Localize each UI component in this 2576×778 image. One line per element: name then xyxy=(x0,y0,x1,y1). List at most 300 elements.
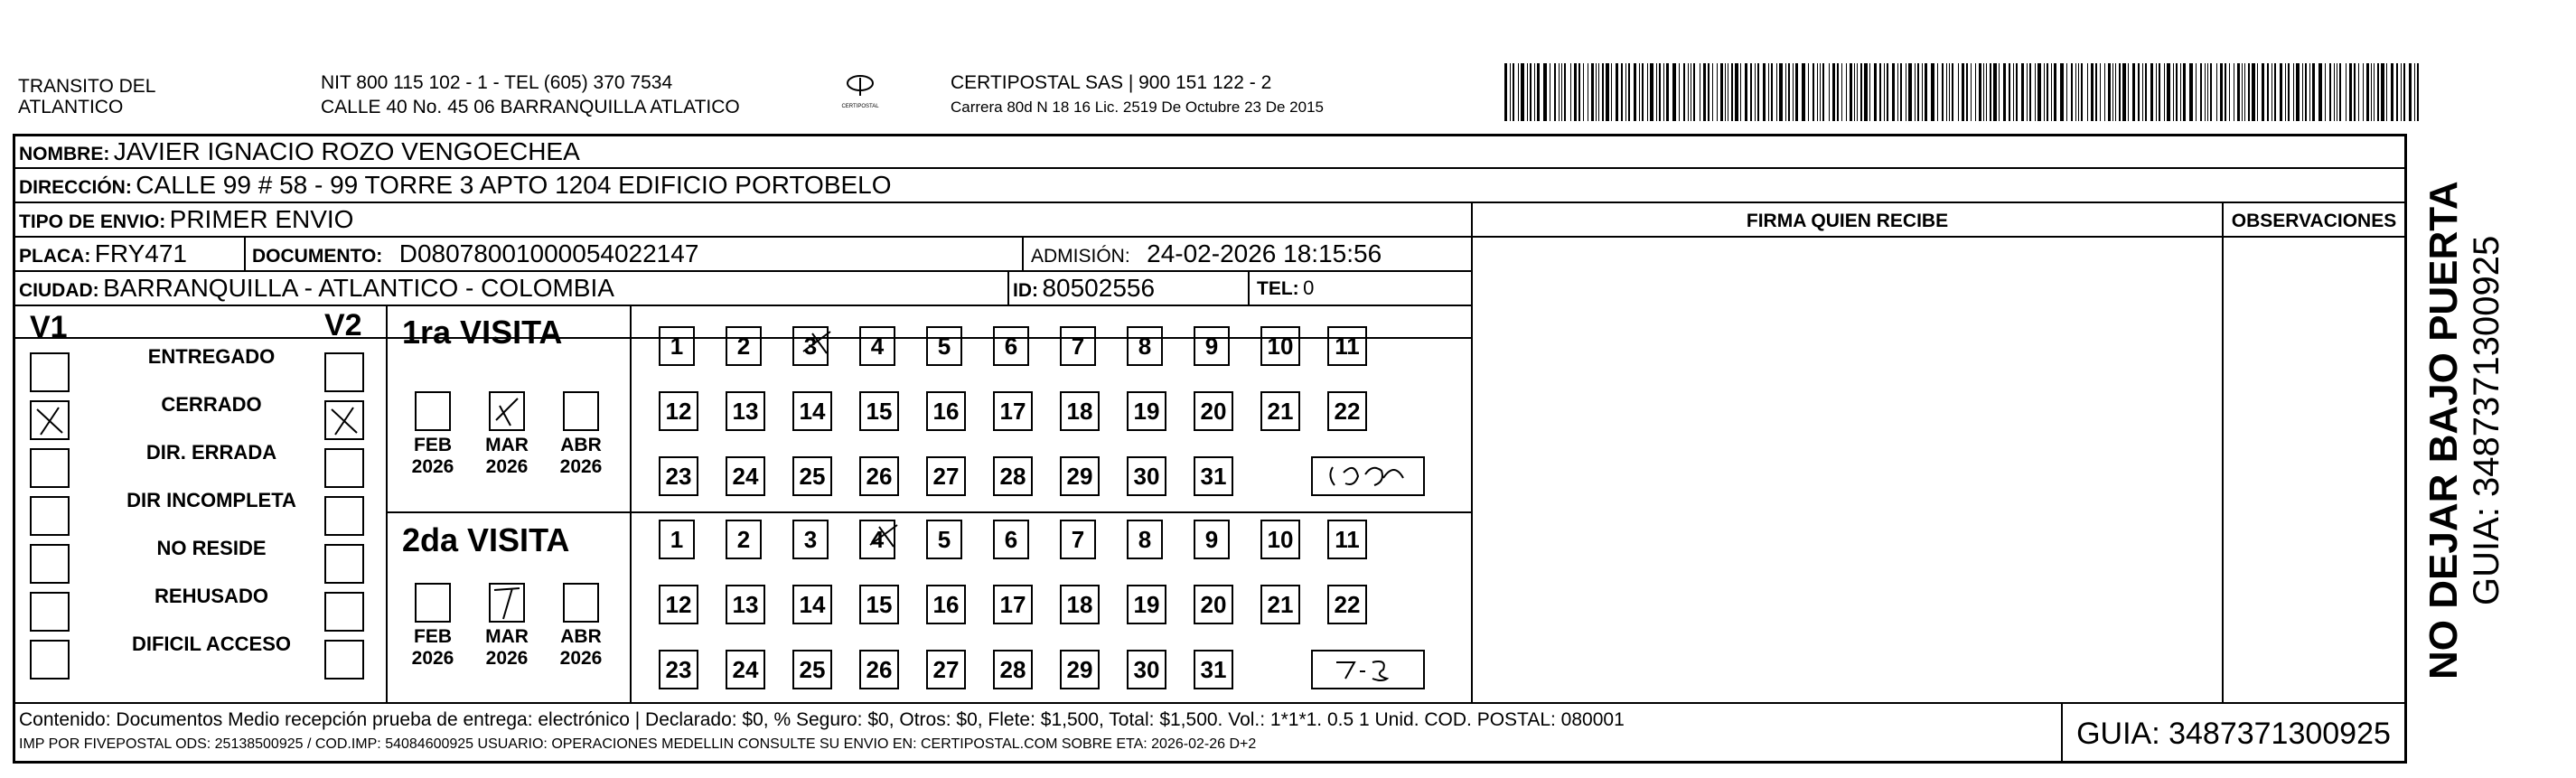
barcode-bar xyxy=(1937,63,1938,121)
day-box[interactable]: 22 xyxy=(1327,391,1367,431)
barcode-bar xyxy=(2159,63,2160,121)
barcode-bar xyxy=(2371,63,2372,121)
barcode-bar xyxy=(2349,63,2352,121)
barcode-bar xyxy=(2366,63,2369,121)
barcode-bar xyxy=(2145,63,2147,121)
barcode-bar xyxy=(2381,63,2384,121)
barcode-bar xyxy=(1857,63,1858,121)
month-year-label xyxy=(401,435,464,478)
barcode-bar xyxy=(2237,63,2240,121)
footer-print-line: IMP POR FIVEPOSTAL ODS: 25138500925 / COD.IMP: 54084600925 USUARIO: OPERACIONES MEDELLIN CONSULTE SU ENVIO EN: CERTIPOSTAL.COM SOBRE ETA: 2026-02-26 D+2 xyxy=(19,736,1257,752)
barcode-bar xyxy=(2302,63,2303,121)
day-box[interactable]: 1 xyxy=(659,326,695,366)
barcode-bar xyxy=(1735,63,1738,121)
barcode-bar xyxy=(1628,63,1630,121)
barcode-bar xyxy=(1656,63,1657,121)
first-visit-title: 1ra VISITA xyxy=(402,314,563,351)
month-label: MAR xyxy=(485,626,529,647)
ciudad-row xyxy=(19,273,614,308)
barcode-bar xyxy=(2417,63,2419,121)
barcode-bar xyxy=(1892,63,1895,121)
footer-guia: GUIA: 3487371300925 xyxy=(2076,717,2391,751)
barcode-bar xyxy=(2044,63,2045,121)
day-box[interactable]: 17 xyxy=(993,585,1033,624)
tel-value: 0 xyxy=(1303,277,1315,299)
day-box[interactable]: 24 xyxy=(726,650,765,689)
barcode-bar xyxy=(2257,63,2258,121)
barcode-bar xyxy=(1642,63,1644,121)
barcode-bar xyxy=(2078,63,2079,121)
month-checkbox-abr[interactable] xyxy=(563,583,599,623)
barcode-bar xyxy=(1999,63,2000,121)
day-box[interactable]: 19 xyxy=(1127,585,1166,624)
barcode-bar xyxy=(1703,63,1706,121)
nombre-value: JAVIER IGNACIO ROZO VENGOECHEA xyxy=(113,137,580,165)
barcode-bar xyxy=(1650,63,1653,121)
barcode-bar xyxy=(1712,63,1713,121)
day-box[interactable]: 30 xyxy=(1127,650,1166,689)
barcode-bar xyxy=(1975,63,1976,121)
barcode-bar xyxy=(2391,63,2393,121)
handwriting-icon xyxy=(1318,458,1418,494)
day-box[interactable]: 5 xyxy=(926,520,962,559)
barcode-bar xyxy=(2122,63,2126,121)
barcode-bar xyxy=(1513,63,1514,121)
barcode-bar xyxy=(1740,63,1741,121)
day-box[interactable]: 21 xyxy=(1260,585,1300,624)
v1-checkbox[interactable] xyxy=(30,352,70,392)
day-box[interactable]: 9 xyxy=(1194,326,1230,366)
side-guia: GUIA: 3487371300925 xyxy=(2467,235,2506,605)
month-year-label xyxy=(549,626,613,670)
day-box[interactable]: 2 xyxy=(726,326,762,366)
barcode-bar xyxy=(2016,63,2018,121)
ciudad-value: BARRANQUILLA - ATLANTICO - COLOMBIA xyxy=(103,274,614,302)
day-box[interactable]: 4 xyxy=(859,520,895,559)
year-label: 2026 xyxy=(411,648,454,669)
barcode-bar xyxy=(1993,63,1997,121)
barcode-bar xyxy=(1971,63,1972,121)
barcode-bar xyxy=(1817,63,1818,121)
org-line-1: TRANSITO DEL xyxy=(18,76,156,97)
note-box[interactable] xyxy=(1311,456,1425,496)
barcode-bar xyxy=(1820,63,1821,121)
barcode-bar xyxy=(1616,63,1618,121)
check-mark-icon xyxy=(800,324,836,364)
barcode-bar xyxy=(2047,63,2048,121)
side-warning: NO DEJAR BAJO PUERTA xyxy=(2421,181,2466,680)
barcode-bar xyxy=(1663,63,1664,121)
note-box[interactable] xyxy=(1311,650,1425,689)
day-box[interactable]: 30 xyxy=(1127,456,1166,496)
barcode-bar xyxy=(1559,63,1560,121)
day-box[interactable]: 20 xyxy=(1194,391,1233,431)
barcode-bar xyxy=(1725,63,1726,121)
barcode-bar xyxy=(2112,63,2113,121)
barcode-bar xyxy=(1537,63,1540,121)
barcode-bar xyxy=(2252,63,2255,121)
month-checkbox-abr[interactable] xyxy=(563,391,599,431)
day-box[interactable]: 27 xyxy=(926,650,966,689)
barcode-bar xyxy=(1925,63,1927,121)
barcode-bar xyxy=(2021,63,2024,121)
placa-label: PLACA: xyxy=(19,246,91,267)
delivery-form xyxy=(13,134,2407,764)
barcode-bar xyxy=(1602,63,1604,121)
day-box[interactable]: 27 xyxy=(926,456,966,496)
barcode-bar xyxy=(1837,63,1839,121)
month-year-label xyxy=(549,435,613,478)
barcode-bar xyxy=(1672,63,1676,121)
barcode-bar xyxy=(2100,63,2101,121)
barcode-bar xyxy=(1720,63,1723,121)
barcode-bar xyxy=(1822,63,1824,121)
ciudad-label: CIUDAD: xyxy=(19,280,99,301)
logo-icon xyxy=(842,72,878,98)
month-checkbox-feb[interactable] xyxy=(415,583,451,623)
day-box[interactable]: 13 xyxy=(726,585,765,624)
barcode-bar xyxy=(1776,63,1777,121)
id-value: 80502556 xyxy=(1042,274,1156,302)
handwriting-icon xyxy=(1318,651,1418,688)
day-box[interactable]: 9 xyxy=(1194,520,1230,559)
month-label: MAR xyxy=(485,435,529,455)
day-box[interactable]: 22 xyxy=(1327,585,1367,624)
barcode-bar xyxy=(2267,63,2269,121)
barcode-bar xyxy=(1879,63,1881,121)
v2-checkbox[interactable] xyxy=(324,496,364,536)
barcode-bar xyxy=(2216,63,2217,121)
barcode-bar xyxy=(1708,63,1710,121)
barcode-bar xyxy=(1850,63,1852,121)
day-box[interactable]: 17 xyxy=(993,391,1033,431)
barcode-bar xyxy=(2035,63,2036,121)
month-label: FEB xyxy=(414,435,452,455)
barcode-bar xyxy=(1846,63,1847,121)
barcode-bar xyxy=(1793,63,1794,121)
barcode-bar xyxy=(1946,63,1947,121)
day-box[interactable]: 15 xyxy=(859,585,899,624)
barcode-bar xyxy=(2108,63,2111,121)
barcode-bar xyxy=(1647,63,1648,121)
barcode-bar xyxy=(1527,63,1528,121)
admision-label: ADMISIÓN: xyxy=(1031,246,1130,267)
month-year-label xyxy=(475,435,539,478)
day-box[interactable]: 29 xyxy=(1060,456,1100,496)
tel-row xyxy=(1257,273,1314,306)
check-mark-icon xyxy=(866,518,903,558)
barcode-bar xyxy=(1915,63,1916,121)
barcode-bar xyxy=(1887,63,1888,121)
year-label: 2026 xyxy=(485,648,529,669)
barcode-bar xyxy=(1731,63,1733,121)
barcode-bar xyxy=(1802,63,1805,121)
day-box[interactable]: 4 xyxy=(859,326,895,366)
tipo-envio-label: TIPO DE ENVIO: xyxy=(19,211,166,232)
v2-checkbox[interactable] xyxy=(324,352,364,392)
day-box[interactable]: 3 xyxy=(792,520,829,559)
company-info xyxy=(951,72,1324,117)
barcode-bar xyxy=(2401,63,2402,121)
day-box[interactable]: 11 xyxy=(1327,520,1367,559)
day-box[interactable]: 16 xyxy=(926,585,966,624)
barcode-bar xyxy=(2280,63,2282,121)
barcode-bar xyxy=(2244,63,2245,121)
barcode-bar xyxy=(2095,63,2097,121)
check-mark-icon xyxy=(491,393,523,429)
direccion-value: CALLE 99 # 58 - 99 TORRE 3 APTO 1204 EDIFICIO PORTOBELO xyxy=(136,171,892,199)
barcode xyxy=(1504,63,2426,121)
barcode-bar xyxy=(1966,63,1968,121)
month-checkbox-mar[interactable] xyxy=(489,391,525,431)
day-box[interactable]: 18 xyxy=(1060,585,1100,624)
barcode-bar xyxy=(2087,63,2088,121)
barcode-bar xyxy=(1768,63,1769,121)
day-box[interactable]: 2 xyxy=(726,520,762,559)
barcode-bar xyxy=(2229,63,2230,121)
barcode-bar xyxy=(1757,63,1759,121)
barcode-bar xyxy=(2293,63,2294,121)
day-box[interactable]: 13 xyxy=(726,391,765,431)
v1-checkbox[interactable] xyxy=(30,400,70,440)
barcode-bar xyxy=(2225,63,2226,121)
status-label: REHUSADO xyxy=(155,585,268,607)
barcode-bar xyxy=(2354,63,2356,121)
v2-heading: V2 xyxy=(324,308,362,342)
v2-checkbox[interactable] xyxy=(324,592,364,632)
month-label: FEB xyxy=(414,626,452,647)
barcode-bar xyxy=(1962,63,1964,121)
barcode-bar xyxy=(2066,63,2067,121)
day-box[interactable]: 25 xyxy=(792,650,832,689)
barcode-bar xyxy=(2075,63,2076,121)
barcode-bar xyxy=(1779,63,1783,121)
tel-label: TEL: xyxy=(1257,278,1299,299)
barcode-bar xyxy=(2358,63,2359,121)
admision-row xyxy=(1031,239,1382,274)
barcode-bar xyxy=(2138,63,2140,121)
month-label: ABR xyxy=(560,435,602,455)
id-row xyxy=(1013,273,1155,308)
barcode-bar xyxy=(2346,63,2347,121)
day-box[interactable]: 28 xyxy=(993,456,1033,496)
barcode-bar xyxy=(1621,63,1623,121)
barcode-bar xyxy=(1813,63,1814,121)
day-box[interactable]: 21 xyxy=(1260,391,1300,431)
barcode-bar xyxy=(2142,63,2143,121)
day-box[interactable]: 18 xyxy=(1060,391,1100,431)
v2-checkbox[interactable] xyxy=(324,640,364,680)
barcode-bar xyxy=(2029,63,2031,121)
tipo-envio-value: PRIMER ENVIO xyxy=(169,205,354,233)
v1-checkbox[interactable] xyxy=(30,592,70,632)
address-line: CALLE 40 No. 45 06 BARRANQUILLA ATLATICO xyxy=(321,97,740,117)
day-box[interactable]: 29 xyxy=(1060,650,1100,689)
month-checkbox-feb[interactable] xyxy=(415,391,451,431)
barcode-bar xyxy=(1521,63,1524,121)
day-box[interactable]: 7 xyxy=(1060,326,1096,366)
barcode-bar xyxy=(1841,63,1842,121)
barcode-bar xyxy=(2374,63,2375,121)
logo-text: CERTIPOSTAL xyxy=(841,104,879,109)
tipo-envio-row xyxy=(19,204,353,239)
day-box[interactable]: 12 xyxy=(659,391,698,431)
barcode-bar xyxy=(2150,63,2153,121)
barcode-bar xyxy=(1755,63,1756,121)
barcode-bar xyxy=(1983,63,1984,121)
day-box[interactable]: 15 xyxy=(859,391,899,431)
barcode-bar xyxy=(2115,63,2116,121)
day-box[interactable]: 7 xyxy=(1060,520,1096,559)
footer-content-line: Contenido: Documentos Medio recepción prueba de entrega: electrónico | Declarado: $0, % Seguro: $0, Otros: $0, Flete: $1,500, Total: $1,500. Vol.: 1*1*1. 0.5 1 Unid. COD. POSTAL: 080001 xyxy=(19,709,1625,730)
day-box[interactable]: 31 xyxy=(1194,650,1233,689)
barcode-bar xyxy=(2054,63,2056,121)
barcode-bar xyxy=(2274,63,2276,121)
barcode-bar xyxy=(1785,63,1786,121)
barcode-bar xyxy=(1504,63,1507,121)
day-box[interactable]: 14 xyxy=(792,391,832,431)
barcode-bar xyxy=(2386,63,2387,121)
barcode-bar xyxy=(1931,63,1934,121)
day-box[interactable]: 25 xyxy=(792,456,832,496)
v1-checkbox[interactable] xyxy=(30,544,70,584)
month-label: ABR xyxy=(560,626,602,647)
status-label: ENTREGADO xyxy=(147,345,276,368)
second-visit-title: 2da VISITA xyxy=(402,521,570,558)
placa-row xyxy=(19,239,187,274)
barcode-bar xyxy=(1683,63,1685,121)
barcode-bar xyxy=(1679,63,1680,121)
day-box[interactable]: 11 xyxy=(1327,326,1367,366)
barcode-bar xyxy=(1864,63,1868,121)
barcode-bar xyxy=(1578,63,1580,121)
barcode-bar xyxy=(1795,63,1798,121)
barcode-bar xyxy=(1717,63,1718,121)
day-box[interactable]: 26 xyxy=(859,650,899,689)
v2-checkbox[interactable] xyxy=(324,544,364,584)
check-mark-icon xyxy=(491,585,523,621)
barcode-bar xyxy=(2173,63,2174,121)
barcode-bar xyxy=(2180,63,2181,121)
barcode-bar xyxy=(1561,63,1562,121)
barcode-bar xyxy=(1574,63,1577,121)
day-box[interactable]: 6 xyxy=(993,520,1029,559)
barcode-bar xyxy=(2363,63,2364,121)
barcode-bar xyxy=(1693,63,1695,121)
barcode-bar xyxy=(2409,63,2412,121)
barcode-bar xyxy=(1659,63,1661,121)
barcode-bar xyxy=(2009,63,2010,121)
barcode-bar xyxy=(1884,63,1885,121)
barcode-bar xyxy=(1750,63,1752,121)
day-box[interactable]: 19 xyxy=(1127,391,1166,431)
barcode-bar xyxy=(2037,63,2041,121)
day-box[interactable]: 28 xyxy=(993,650,1033,689)
barcode-bar xyxy=(2305,63,2307,121)
day-box[interactable]: 5 xyxy=(926,326,962,366)
day-box[interactable]: 20 xyxy=(1194,585,1233,624)
certipostal-logo xyxy=(824,72,896,123)
barcode-bar xyxy=(2013,63,2014,121)
barcode-bar xyxy=(2104,63,2105,121)
v1-checkbox[interactable] xyxy=(30,640,70,680)
v1-checkbox[interactable] xyxy=(30,496,70,536)
documento-row xyxy=(252,239,698,274)
day-box[interactable]: 23 xyxy=(659,650,698,689)
day-box[interactable]: 1 xyxy=(659,520,695,559)
barcode-bar xyxy=(1979,63,1981,121)
status-label: DIR. ERRADA xyxy=(145,441,277,464)
barcode-bar xyxy=(1958,63,1959,121)
day-box[interactable]: 24 xyxy=(726,456,765,496)
barcode-bar xyxy=(2220,63,2223,121)
barcode-bar xyxy=(1745,63,1747,121)
day-box[interactable]: 31 xyxy=(1194,456,1233,496)
month-year-label xyxy=(401,626,464,670)
barcode-bar xyxy=(2377,63,2379,121)
barcode-bar xyxy=(1518,63,1519,121)
barcode-bar xyxy=(2288,63,2290,121)
year-label: 2026 xyxy=(485,456,529,477)
barcode-bar xyxy=(2051,63,2052,121)
v2-checkbox[interactable] xyxy=(324,400,364,440)
day-box[interactable]: 14 xyxy=(792,585,832,624)
day-box[interactable]: 3 xyxy=(792,326,829,366)
direccion-row xyxy=(19,170,892,205)
day-box[interactable]: 8 xyxy=(1127,520,1163,559)
v2-checkbox[interactable] xyxy=(324,448,364,488)
year-label: 2026 xyxy=(411,456,454,477)
org-contact xyxy=(321,72,740,117)
barcode-bar xyxy=(1763,63,1766,121)
year-label: 2026 xyxy=(559,648,603,669)
barcode-bar xyxy=(1771,63,1773,121)
month-checkbox-mar[interactable] xyxy=(489,583,525,623)
barcode-bar xyxy=(2119,63,2121,121)
day-box[interactable]: 16 xyxy=(926,391,966,431)
day-box[interactable]: 26 xyxy=(859,456,899,496)
barcode-bar xyxy=(1874,63,1877,121)
barcode-bar xyxy=(1829,63,1830,121)
barcode-bar xyxy=(1596,63,1597,121)
barcode-bar xyxy=(2164,63,2165,121)
day-box[interactable]: 6 xyxy=(993,326,1029,366)
check-mark-icon xyxy=(326,402,362,438)
barcode-bar xyxy=(2339,63,2341,121)
barcode-bar xyxy=(1917,63,1919,121)
barcode-bar xyxy=(1808,63,1809,121)
barcode-bar xyxy=(2091,63,2094,121)
day-box[interactable]: 23 xyxy=(659,456,698,496)
v1-heading: V1 xyxy=(30,310,68,344)
barcode-bar xyxy=(1688,63,1689,121)
barcode-bar xyxy=(2189,63,2193,121)
barcode-bar xyxy=(2156,63,2157,121)
day-box[interactable]: 10 xyxy=(1260,326,1300,366)
placa-value: FRY471 xyxy=(94,239,187,267)
barcode-bar xyxy=(1990,63,1991,121)
barcode-bar xyxy=(1530,63,1532,121)
v1-checkbox[interactable] xyxy=(30,448,70,488)
day-box[interactable]: 10 xyxy=(1260,520,1300,559)
barcode-bar xyxy=(1564,63,1566,121)
day-box[interactable]: 12 xyxy=(659,585,698,624)
barcode-bar xyxy=(2414,63,2415,121)
license-line: Carrera 80d N 18 16 Lic. 2519 De Octubre 23 De 2015 xyxy=(951,98,1324,116)
status-label: DIFICIL ACCESO xyxy=(131,633,291,655)
day-box[interactable]: 8 xyxy=(1127,326,1163,366)
barcode-bar xyxy=(2196,63,2197,121)
